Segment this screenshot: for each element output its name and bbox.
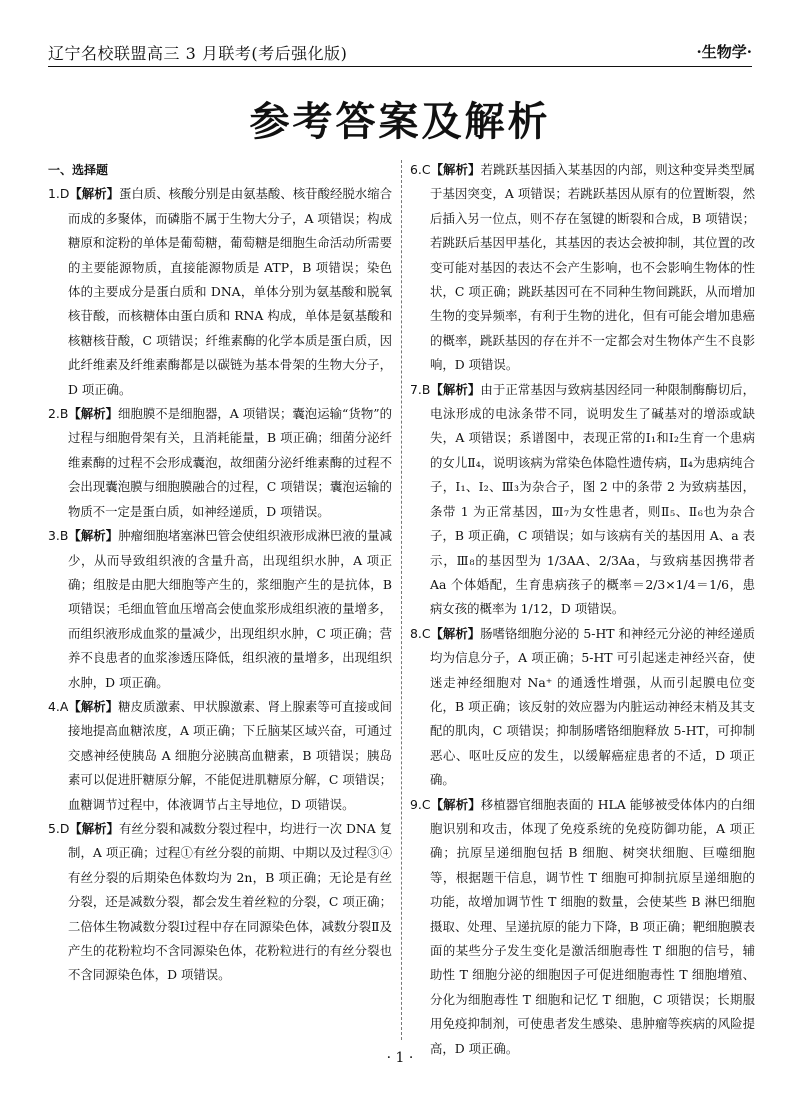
analysis-tag: 【解析】 (69, 186, 120, 202)
answer-item (48, 182, 392, 402)
analysis-tag: 【解析】 (430, 796, 481, 812)
analysis-text: 糖皮质激素、甲状腺激素、肾上腺素等可直接或间接地提高血糖浓度，A 项正确；下丘脑某区域兴奋，可通过交感神经使胰岛 A 细胞分泌胰高血糖素，B 项错误；胰岛素可以促进肝糖原分解，不能促进肌糖原分解，C 项错误；血糖调节过程中，体液调节占主导地位，D 项错误。 (68, 698, 393, 812)
answer-letter: D (59, 186, 70, 202)
analysis-tag: 【解析】 (69, 820, 119, 836)
page-title: 参考答案及解析 (249, 99, 551, 145)
answer-item (48, 402, 392, 524)
analysis-tag: 【解析】 (430, 381, 481, 397)
answer-item (410, 378, 755, 622)
analysis-text: 肿瘤细胞堵塞淋巴管会使组织液形成淋巴液的量减少，从而导致组织液的含量升高，出现组织水肿，A 项正确；组胺是由肥大细胞等产生的，浆细胞产生的是抗体，B 项错误；毛细血管血压增高会使血浆形成组织液的量增多，而组织液形成血浆的量减少，出现组织水肿，C 项正确；营养不良患者的血浆渗透压降低，组织液的量增多，出现组织水肿，D 项正确。 (68, 528, 393, 690)
analysis-text: 由于正常基因与致病基因经同一种限制酶酶切后，电泳形成的电泳条带不同，说明发生了碱基对的增添或缺失，A 项错误；系谱图中，表现正常的Ⅰ₁和Ⅰ₂生育一个患病的女儿Ⅱ₄，说明该病为常染色体隐性遗传病，Ⅱ₄为患病纯合子，Ⅰ₁、Ⅰ₂、Ⅲ₃为杂合子，图 2 中的条带 2 为致病基因，条带 1 为正常基因，Ⅲ₇为女性患者，则Ⅱ₅、Ⅱ₆也为杂合子，B 项正确，C 项错误；如与该病有关的基因用 A、a 表示，Ⅲ₈的基因型为 1/3AA、2/3Aa，与致病基因携带者 Aa 个体婚配，生育患病孩子的概率＝2/3×1/4＝1/6，患病女孩的概率为 1/12，D 项错误。 (430, 381, 756, 617)
question-number: 5. (48, 820, 60, 836)
answer-item (410, 793, 755, 1061)
question-number: 3. (48, 528, 60, 544)
analysis-tag: 【解析】 (68, 406, 119, 422)
answer-letter: B (59, 528, 69, 544)
analysis-text: 有丝分裂和减数分裂过程中，均进行一次 DNA 复制，A 项正确；过程①有丝分裂的前期、中期以及过程③④有丝分裂的后期染色体数均为 2n，B 项正确；无论是有丝分裂，还是减数分裂，都会发生着丝粒的分裂，C 项正确；二倍体生物减数分裂Ⅰ过程中存在同源染色体，减数分裂Ⅱ及产生的花粉粒均不含同源染色体，花粉粒进行的有丝分裂也不含同源染色体，D 项错误。 (68, 820, 393, 983)
question-number: 8. (410, 625, 422, 641)
column-divider (401, 160, 402, 1040)
question-number: 1. (48, 186, 60, 202)
subject-label: ·生物学· (696, 43, 752, 61)
answer-item (48, 524, 392, 695)
section-title: 一、选择题 (48, 163, 109, 177)
analysis-text: 细胞膜不是细胞器，A 项错误；囊泡运输“货物”的过程与细胞骨架有关，且消耗能量，B 项正确；细菌分泌纤维素酶的过程不会形成囊泡，故细菌分泌纤维素酶的过程不会出现囊泡膜与细胞膜融合的过程，C 项错误；囊泡运输的物质不一定是蛋白质，如神经递质，D 项错误。 (68, 406, 393, 519)
answer-item (48, 817, 392, 988)
left-column (48, 158, 392, 988)
question-number: 2. (48, 406, 60, 422)
answer-item (410, 622, 755, 793)
exam-title: 辽宁名校联盟高三 3 月联考(考后强化版) (48, 44, 348, 63)
question-number: 6. (410, 162, 422, 177)
answer-letter: D (59, 820, 70, 836)
analysis-text: 移植器官细胞表面的 HLA 能够被受体体内的白细胞识别和攻击，体现了免疫系统的免疫防御功能，A 项正确；抗原呈递细胞包括 B 细胞、树突状细胞、巨噬细胞等，根据题干信息，调节性 T 细胞可抑制抗原呈递细胞的功能，故增加调节性 T 细胞的数量，会使某些 B 淋巴细胞摄取、处理、呈递抗原的能力下降，B 项正确；靶细胞膜表面的某些分子发生变化是激活细胞毒性 T 细胞的信号，辅助性 T 细胞分泌的细胞因子可促进细胞毒性 T 细胞增殖、分化为细胞毒性 T 细胞和记忆 T 细胞，C 项错误；长期服用免疫抑制剂，可使患者发生感染、患肿瘤等疾病的风险提高，D 项正确。 (430, 796, 755, 1056)
answer-letter: C (421, 162, 431, 177)
answer-letter: B (421, 381, 431, 397)
answer-item (410, 158, 755, 378)
analysis-tag: 【解析】 (68, 528, 119, 544)
answer-letter: B (59, 406, 69, 422)
answer-letter: C (421, 625, 431, 641)
answer-letter: C (421, 796, 431, 812)
question-number: 7. (410, 381, 422, 397)
right-column (410, 158, 755, 1061)
analysis-tag: 【解析】 (430, 162, 481, 177)
analysis-tag: 【解析】 (430, 625, 481, 641)
page-number: · 1 · (386, 1050, 414, 1066)
page-header (48, 36, 752, 67)
answer-letter: A (59, 698, 69, 714)
question-number: 4. (48, 698, 60, 714)
analysis-text: 若跳跃基因插入某基因的内部，则这种变异类型属于基因突变，A 项错误；若跳跃基因从原有的位置断裂，然后插入另一位点，则不存在氢键的断裂和合成，B 项错误；若跳跃后基因甲基化，其基因的表达会被抑制，其位置的改变可能对基因的表达不会产生影响，也不会影响生物体的性状，C 项正确；跳跃基因可在不同种生物间跳跃，从而增加生物的变异频率，有利于生物的进化，但有可能会增加患癌的概率，跳跃基因的存在并不一定都会对生物体产生不良影响，D 项错误。 (430, 162, 756, 373)
analysis-text: 蛋白质、核酸分别是由氨基酸、核苷酸经脱水缩合而成的多聚体，而磷脂不属于生物大分子，A 项错误；构成糖原和淀粉的单体是葡萄糖，葡萄糖是细胞生命活动所需要的主要能源物质，直接能源物质是 ATP，B 项错误；染色体的主要成分是蛋白质和 DNA，单体分别为氨基酸和脱氧核苷酸，而核糖体由蛋白质和 RNA 构成，单体是氨基酸和核糖核苷酸，C 项错误；纤维素酶的化学本质是蛋白质，因此纤维素及纤维素酶都是以碳链为基本骨架的生物大分子，D 项正确。 (68, 186, 393, 397)
analysis-tag: 【解析】 (68, 698, 119, 714)
answer-item (48, 695, 392, 817)
question-number: 9. (410, 796, 422, 812)
analysis-text: 肠嗜铬细胞分泌的 5-HT 和神经元分泌的神经递质均为信息分子，A 项正确；5-HT 可引起迷走神经兴奋，使迷走神经细胞对 Na⁺ 的通透性增强，从而引起膜电位变化，B 项正确；该反射的效应器为内脏运动神经末梢及其支配的肌肉，C 项错误；抑制肠嗜铬细胞释放 5-HT，可抑制恶心、呕吐反应的发生，以缓解癌症患者的不适，D 项正确。 (430, 625, 755, 788)
